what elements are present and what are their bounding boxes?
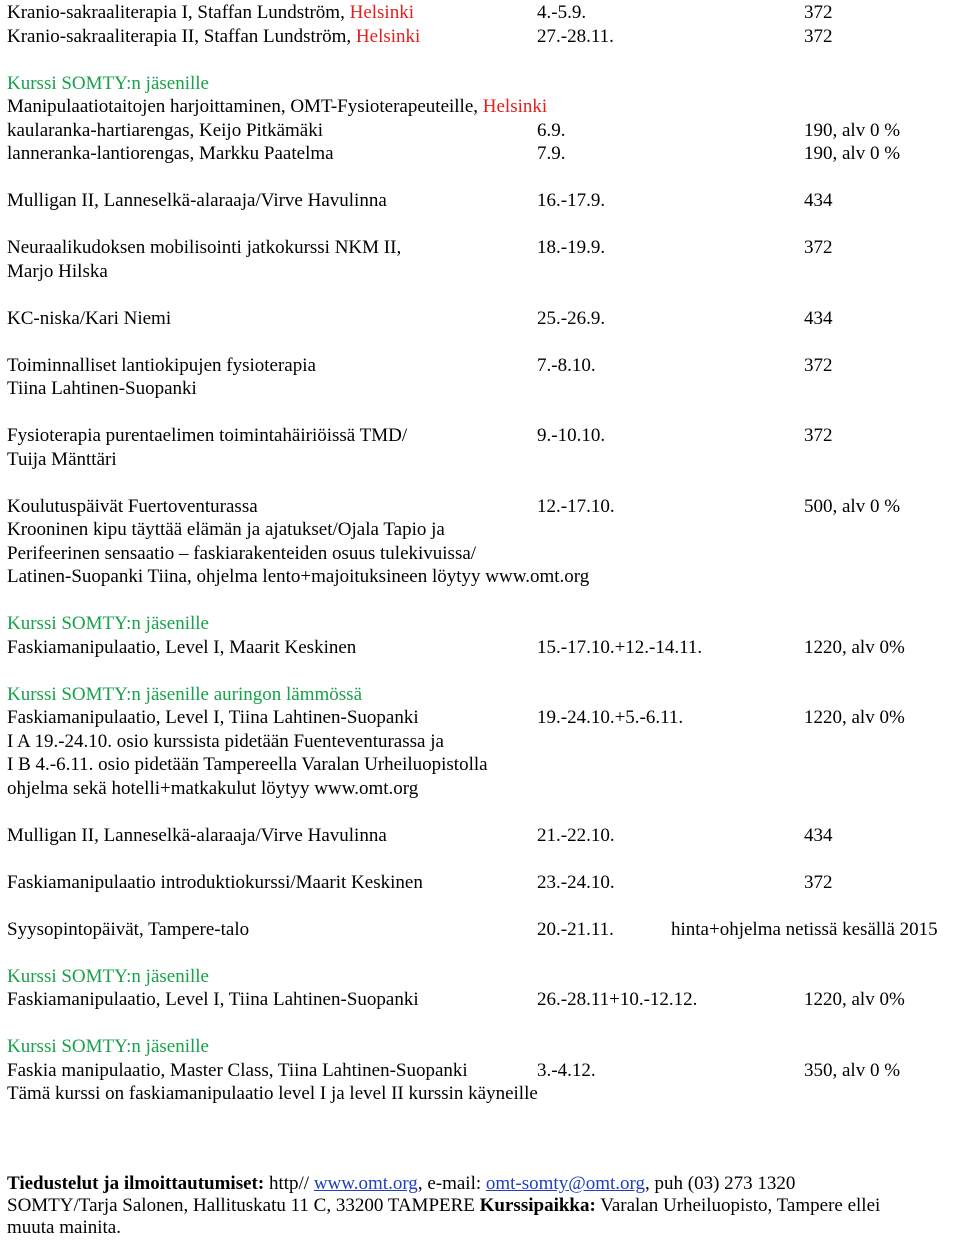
course-title: Toiminnalliset lantiokipujen fysioterapia bbox=[7, 354, 316, 376]
course-date: 26.-28.11+10.-12.12. bbox=[537, 989, 698, 1010]
inquiries-label: Tiedustelut ja ilmoittautumiset: bbox=[7, 1173, 265, 1194]
course-note: Krooninen kipu täyttää elämän ja ajatukset/Ojala Tapio ja bbox=[7, 519, 445, 540]
course-price: 190, alv 0 % bbox=[804, 143, 901, 164]
course-title: kaularanka-hartiarengas, Keijo Pitkämäki bbox=[7, 119, 324, 141]
course-row bbox=[7, 1, 957, 25]
course-instructor: Marjo Hilska bbox=[7, 260, 108, 282]
course-date: 12.-17.10. bbox=[537, 495, 615, 517]
course-price: 434 bbox=[804, 824, 833, 846]
contact-address: SOMTY/Tarja Salonen, Hallituskatu 11 C, 33200 TAMPERE bbox=[7, 1195, 475, 1216]
course-instructor: Tiina Lahtinen-Suopanki bbox=[7, 378, 197, 399]
course-row bbox=[7, 1059, 957, 1083]
course-price: 1220, alv 0% bbox=[804, 707, 905, 728]
course-price: 434 bbox=[804, 190, 833, 211]
phone-number: , puh (03) 273 1320 bbox=[645, 1173, 796, 1194]
venue-text-end: muuta mainita. bbox=[7, 1217, 121, 1238]
course-title: Faskiamanipulaatio, Level I, Maarit Keskinen bbox=[7, 636, 357, 658]
course-price: 434 bbox=[804, 307, 833, 329]
course-date: 21.-22.10. bbox=[537, 824, 615, 846]
website-link[interactable]: www.omt.org bbox=[313, 1173, 418, 1194]
course-date: 18.-19.9. bbox=[537, 237, 606, 258]
course-date: 3.-4.12. bbox=[537, 1059, 596, 1081]
course-date: 23.-24.10. bbox=[537, 871, 615, 893]
course-title: lanneranka-lantiorengas, Markku Paatelma bbox=[7, 143, 334, 164]
venue-text: Varalan Urheiluopisto, Tampere ellei bbox=[600, 1195, 881, 1216]
city-label: Helsinki bbox=[349, 2, 414, 23]
course-row bbox=[7, 95, 957, 119]
course-row bbox=[7, 142, 957, 166]
course-price: 372 bbox=[804, 425, 833, 446]
course-note: Perifeerinen sensaatio – faskiarakenteiden osuus tulekivuissa/ bbox=[7, 542, 477, 564]
course-note: ohjelma sekä hotelli+matkakulut löytyy www.omt.org bbox=[7, 777, 419, 799]
course-title: Fysioterapia purentaelimen toimintahäiriöissä TMD/ bbox=[7, 425, 408, 446]
course-row bbox=[7, 307, 957, 331]
course-title: Neuraalikudoksen mobilisointi jatkokurssi NKM II, bbox=[7, 237, 402, 258]
contact-footer bbox=[7, 1173, 957, 1239]
course-row bbox=[7, 495, 957, 519]
course-price: 350, alv 0 % bbox=[804, 1059, 901, 1081]
course-date: 7.-8.10. bbox=[537, 354, 596, 376]
course-date: 7.9. bbox=[537, 143, 566, 164]
course-date: 9.-10.10. bbox=[537, 425, 606, 446]
email-link[interactable]: omt-somty@omt.org bbox=[485, 1173, 645, 1194]
course-price: 1220, alv 0% bbox=[804, 989, 905, 1010]
course-title: Faskiamanipulaatio, Level I, Tiina Lahtinen-Suopanki bbox=[7, 989, 419, 1010]
course-row bbox=[7, 119, 957, 143]
course-price: 1220, alv 0% bbox=[804, 636, 905, 658]
course-price: 372 bbox=[804, 237, 833, 258]
members-heading: Kurssi SOMTY:n jäsenille bbox=[7, 965, 209, 987]
course-price: 190, alv 0 % bbox=[804, 119, 901, 141]
course-title: Faskiamanipulaatio, Level I, Tiina Lahtinen-Suopanki bbox=[7, 707, 419, 728]
course-row bbox=[7, 636, 957, 660]
course-row bbox=[7, 236, 957, 260]
course-date: 19.-24.10.+5.-6.11. bbox=[537, 707, 684, 728]
city-label: Helsinki bbox=[482, 96, 548, 117]
course-title: Kranio-sakraaliterapia II, Staffan Lundström, bbox=[7, 25, 352, 47]
course-row bbox=[7, 918, 957, 942]
course-row bbox=[7, 871, 957, 895]
course-instructor: Tuija Mänttäri bbox=[7, 448, 117, 470]
course-row bbox=[7, 706, 957, 730]
course-date: 6.9. bbox=[537, 119, 566, 141]
course-title: Mulligan II, Lanneselkä-alaraaja/Virve Havulinna bbox=[7, 824, 387, 846]
course-row bbox=[7, 424, 957, 448]
course-price: 372 bbox=[804, 354, 833, 376]
course-note: I A 19.-24.10. osio kurssista pidetään Fuenteventurassa ja bbox=[7, 730, 444, 752]
course-date: 15.-17.10.+12.-14.11. bbox=[537, 636, 703, 658]
venue-label: Kurssipaikka: bbox=[479, 1195, 596, 1216]
course-note: I B 4.-6.11. osio pidetään Tampereella Varalan Urheiluopistolla bbox=[7, 754, 488, 775]
course-price: 372 bbox=[804, 871, 833, 893]
course-row bbox=[7, 189, 957, 213]
course-row bbox=[7, 988, 957, 1012]
course-date: 25.-26.9. bbox=[537, 307, 606, 329]
members-heading: Kurssi SOMTY:n jäsenille bbox=[7, 613, 209, 634]
course-title: Kranio-sakraaliterapia I, Staffan Lundström, bbox=[7, 2, 345, 23]
course-row bbox=[7, 25, 957, 49]
course-date: 4.-5.9. bbox=[537, 2, 587, 23]
course-date: 27.-28.11. bbox=[537, 25, 614, 47]
course-title: Faskiamanipulaatio introduktiokurssi/Maarit Keskinen bbox=[7, 871, 423, 893]
members-heading: Kurssi SOMTY:n jäsenille bbox=[7, 72, 209, 94]
course-title: Syysopintopäivät, Tampere-talo bbox=[7, 918, 250, 940]
course-price: 372 bbox=[804, 25, 833, 47]
email-prefix: , e-mail: bbox=[417, 1173, 482, 1194]
course-date: 20.-21.11. bbox=[537, 918, 614, 940]
course-note: Tämä kurssi on faskiamanipulaatio level I ja level II kurssin käyneille bbox=[7, 1083, 538, 1104]
course-schedule bbox=[7, 1, 957, 1106]
course-row bbox=[7, 354, 957, 378]
http-prefix: http// bbox=[268, 1173, 310, 1194]
course-price: 372 bbox=[804, 2, 833, 23]
course-title: Mulligan II, Lanneselkä-alaraaja/Virve Havulinna bbox=[7, 190, 387, 211]
course-price: hinta+ohjelma netissä kesällä 2015 bbox=[671, 918, 938, 940]
course-title: Manipulaatiotaitojen harjoittaminen, OMT-Fysioterapeuteille, bbox=[7, 96, 479, 117]
course-row bbox=[7, 824, 957, 848]
course-title: Faskia manipulaatio, Master Class, Tiina Lahtinen-Suopanki bbox=[7, 1059, 468, 1081]
city-label: Helsinki bbox=[355, 25, 421, 47]
course-date: 16.-17.9. bbox=[537, 190, 606, 211]
course-title: KC-niska/Kari Niemi bbox=[7, 307, 172, 329]
course-note: Latinen-Suopanki Tiina, ohjelma lento+majoituksineen löytyy www.omt.org bbox=[7, 566, 590, 587]
members-heading: Kurssi SOMTY:n jäsenille auringon lämmössä bbox=[7, 683, 362, 705]
members-heading: Kurssi SOMTY:n jäsenille bbox=[7, 1036, 209, 1057]
course-price: 500, alv 0 % bbox=[804, 495, 901, 517]
course-title: Koulutuspäivät Fuertoventurassa bbox=[7, 495, 258, 517]
